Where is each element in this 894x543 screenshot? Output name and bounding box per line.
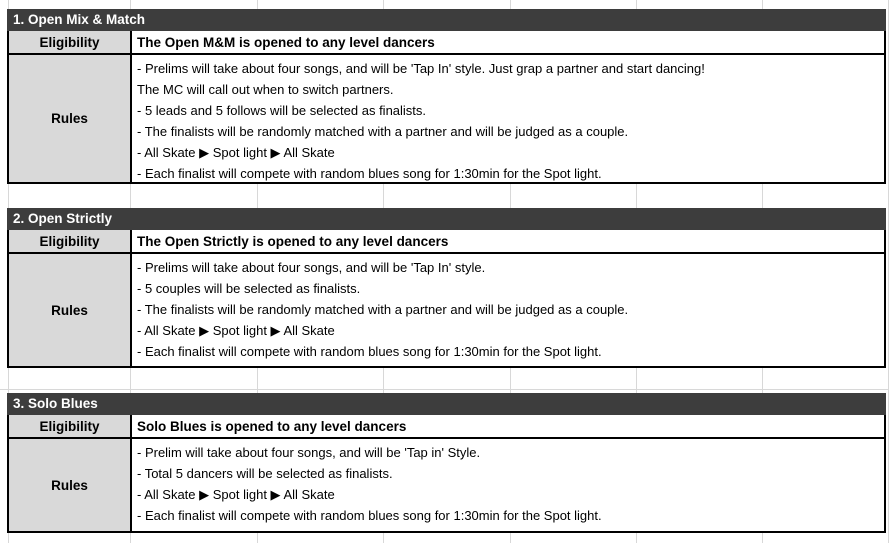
rule-line: - All Skate ▶ Spot light ▶ All Skate: [137, 145, 335, 160]
rules-text-cell[interactable]: [132, 254, 884, 366]
rules-label-cell[interactable]: Rules: [9, 254, 132, 366]
spreadsheet-gridline: [888, 0, 889, 543]
rule-line: - Prelims will take about four songs, and will be 'Tap In' style. Just grap a partner and start dancing!: [137, 61, 705, 76]
rule-line: - 5 leads and 5 follows will be selected as finalists.: [137, 103, 427, 118]
rules-row: [7, 55, 886, 184]
eligibility-row: [7, 230, 886, 254]
rule-line: - Each finalist will compete with random blues song for 1:30min for the Spot light.: [137, 344, 602, 359]
eligibility-text-cell[interactable]: Solo Blues is opened to any level dancers: [137, 418, 407, 434]
eligibility-label-cell[interactable]: Eligibility: [9, 230, 132, 252]
rule-line: The MC will call out when to switch partners.: [137, 82, 394, 97]
rules-row: [7, 439, 886, 533]
eligibility-label-cell[interactable]: Eligibility: [9, 415, 132, 437]
eligibility-row: [7, 415, 886, 439]
rule-line: - Prelim will take about four songs, and will be 'Tap in' Style.: [137, 445, 481, 460]
section-solo-blues: [7, 393, 886, 533]
rule-line: - Total 5 dancers will be selected as finalists.: [137, 466, 393, 481]
section-open-mix-and-match: [7, 9, 886, 184]
rule-line: - The finalists will be randomly matched with a partner and will be judged as a couple.: [137, 124, 629, 139]
rules-label-cell[interactable]: Rules: [9, 55, 132, 182]
rules-text-cell[interactable]: [132, 55, 884, 182]
section-title-cell[interactable]: 3. Solo Blues: [7, 393, 886, 415]
section-title-cell[interactable]: 1. Open Mix & Match: [7, 9, 886, 31]
spreadsheet-gridline: [0, 389, 888, 390]
rules-text-cell[interactable]: [132, 439, 884, 531]
eligibility-text-cell[interactable]: The Open M&M is opened to any level dancers: [137, 34, 435, 50]
eligibility-text-cell[interactable]: The Open Strictly is opened to any level dancers: [137, 233, 449, 249]
eligibility-label-cell[interactable]: Eligibility: [9, 31, 132, 53]
rule-line: - 5 couples will be selected as finalists.: [137, 281, 361, 296]
rules-row: [7, 254, 886, 368]
rule-line: - Prelims will take about four songs, and will be 'Tap In' style.: [137, 260, 486, 275]
rules-label-cell[interactable]: Rules: [9, 439, 132, 531]
section-open-strictly: [7, 208, 886, 368]
rule-line: - Each finalist will compete with random blues song for 1:30min for the Spot light.: [137, 508, 602, 523]
section-title-cell[interactable]: 2. Open Strictly: [7, 208, 886, 230]
eligibility-row: [7, 31, 886, 55]
rule-line: - All Skate ▶ Spot light ▶ All Skate: [137, 323, 335, 338]
rule-line: - The finalists will be randomly matched with a partner and will be judged as a couple.: [137, 302, 629, 317]
rule-line: - Each finalist will compete with random blues song for 1:30min for the Spot light.: [137, 166, 602, 181]
rule-line: - All Skate ▶ Spot light ▶ All Skate: [137, 487, 335, 502]
